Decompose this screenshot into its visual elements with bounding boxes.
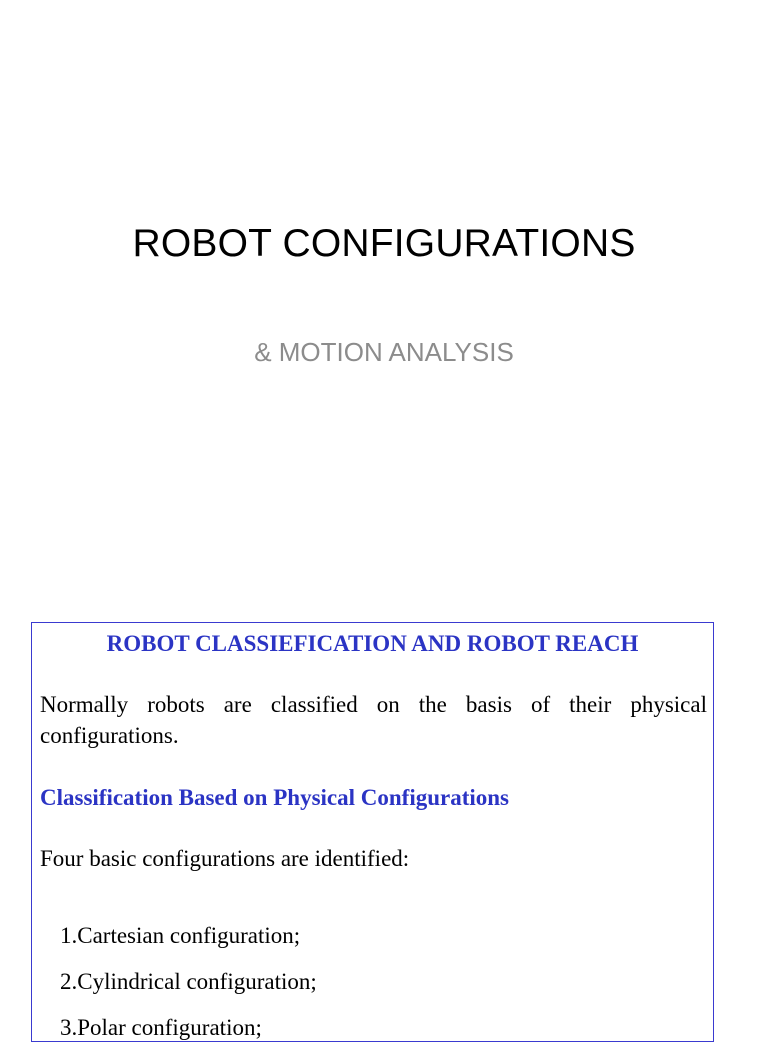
slide-subtitle: & MOTION ANALYSIS <box>254 337 514 367</box>
section-heading: Classification Based on Physical Configurations <box>40 785 509 810</box>
list-item: 3.Polar configuration; <box>60 1015 262 1040</box>
list-item: 1.Cartesian configuration; <box>60 923 301 948</box>
classification-slide <box>31 622 714 1042</box>
slide-heading: ROBOT CLASSIEFICATION AND ROBOT REACH <box>106 631 639 656</box>
intro-paragraph: Normally robots are classified on the basis of their physical configurations. <box>40 692 707 748</box>
slide-title: ROBOT CONFIGURATIONS <box>132 222 636 265</box>
lead-line: Four basic configurations are identified: <box>40 846 410 871</box>
list-item: 2.Cylindrical configuration; <box>60 969 317 994</box>
